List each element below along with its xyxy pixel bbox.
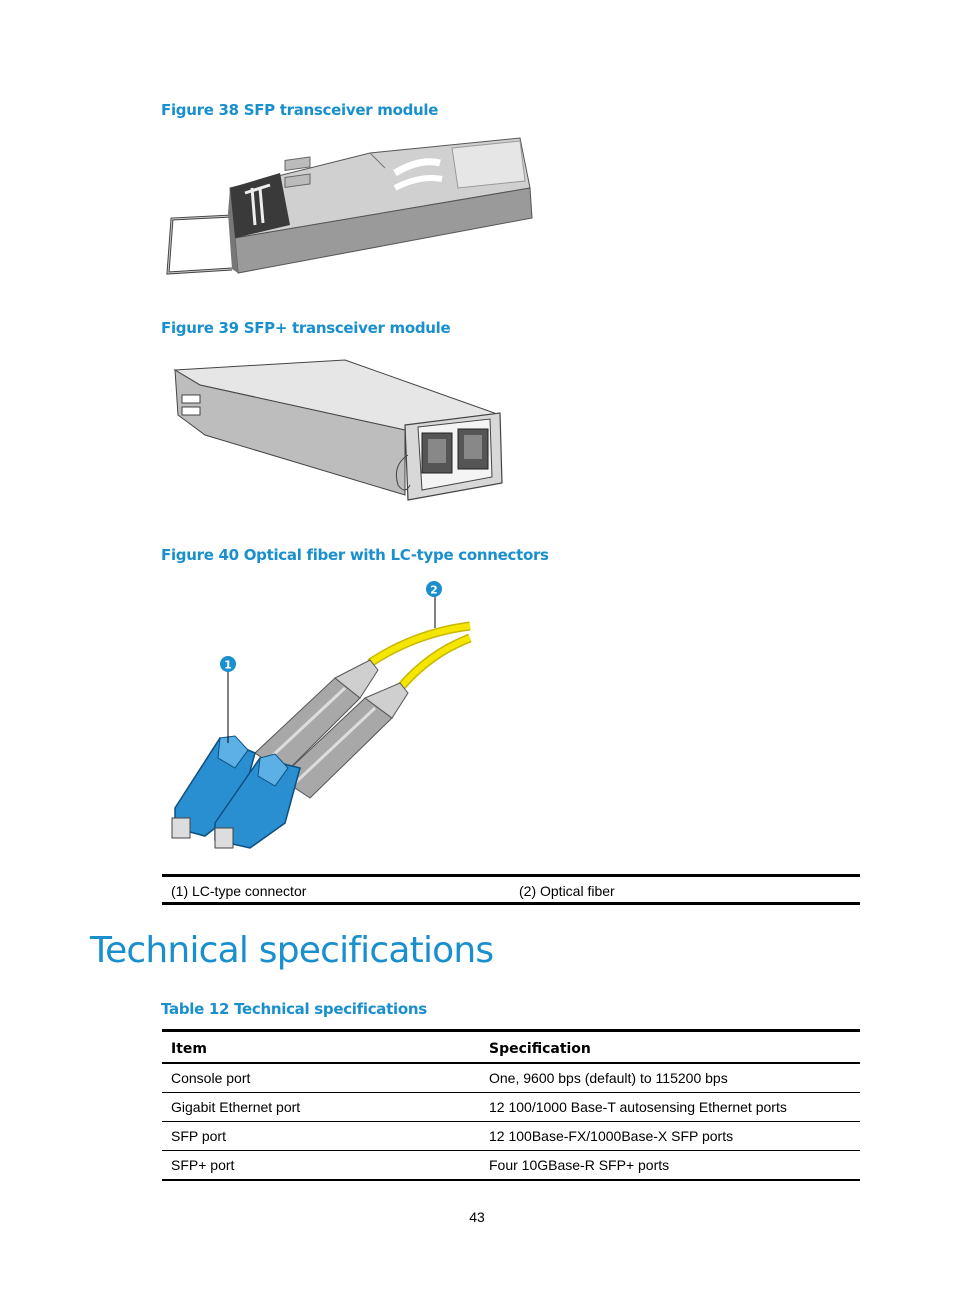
- column-header-specification: Specification: [480, 1031, 860, 1064]
- technical-specifications-table: [162, 1029, 860, 1181]
- callout-2-label: 2: [430, 583, 438, 597]
- lc-fiber-image: [160, 578, 480, 853]
- table-12-caption: Table 12 Technical specifications: [161, 1000, 427, 1018]
- table-row: [162, 1063, 860, 1093]
- table-cell-item: Console port: [162, 1063, 480, 1093]
- table-cell-item: Gigabit Ethernet port: [162, 1093, 480, 1122]
- table-row: [162, 1093, 860, 1122]
- legend-item-optical-fiber: (2) Optical fiber: [519, 883, 615, 899]
- page-number: 43: [469, 1209, 485, 1225]
- table-cell-spec: Four 10GBase-R SFP+ ports: [480, 1151, 860, 1181]
- table-cell-spec: 12 100Base-FX/1000Base-X SFP ports: [480, 1122, 860, 1151]
- table-cell-spec: 12 100/1000 Base-T autosensing Ethernet ports: [480, 1093, 860, 1122]
- legend-item-lc-connector: (1) LC-type connector: [171, 883, 307, 899]
- callout-1-label: 1: [224, 658, 232, 672]
- table-cell-spec: One, 9600 bps (default) to 115200 bps: [480, 1063, 860, 1093]
- sfp-module-image: [160, 133, 540, 278]
- table-cell-item: SFP+ port: [162, 1151, 480, 1181]
- table-cell-item: SFP port: [162, 1122, 480, 1151]
- figure-38-caption: Figure 38 SFP transceiver module: [161, 101, 439, 119]
- figure-39-caption: Figure 39 SFP+ transceiver module: [161, 319, 451, 337]
- sfp-plus-module-image: [170, 355, 510, 505]
- table-header-row: [162, 1031, 860, 1064]
- table-row: [162, 1151, 860, 1181]
- figure-40-legend: [162, 874, 860, 905]
- table-row: [162, 1122, 860, 1151]
- section-title: Technical specifications: [90, 930, 494, 971]
- column-header-item: Item: [162, 1031, 480, 1064]
- figure-40-caption: Figure 40 Optical fiber with LC-type connectors: [161, 546, 549, 564]
